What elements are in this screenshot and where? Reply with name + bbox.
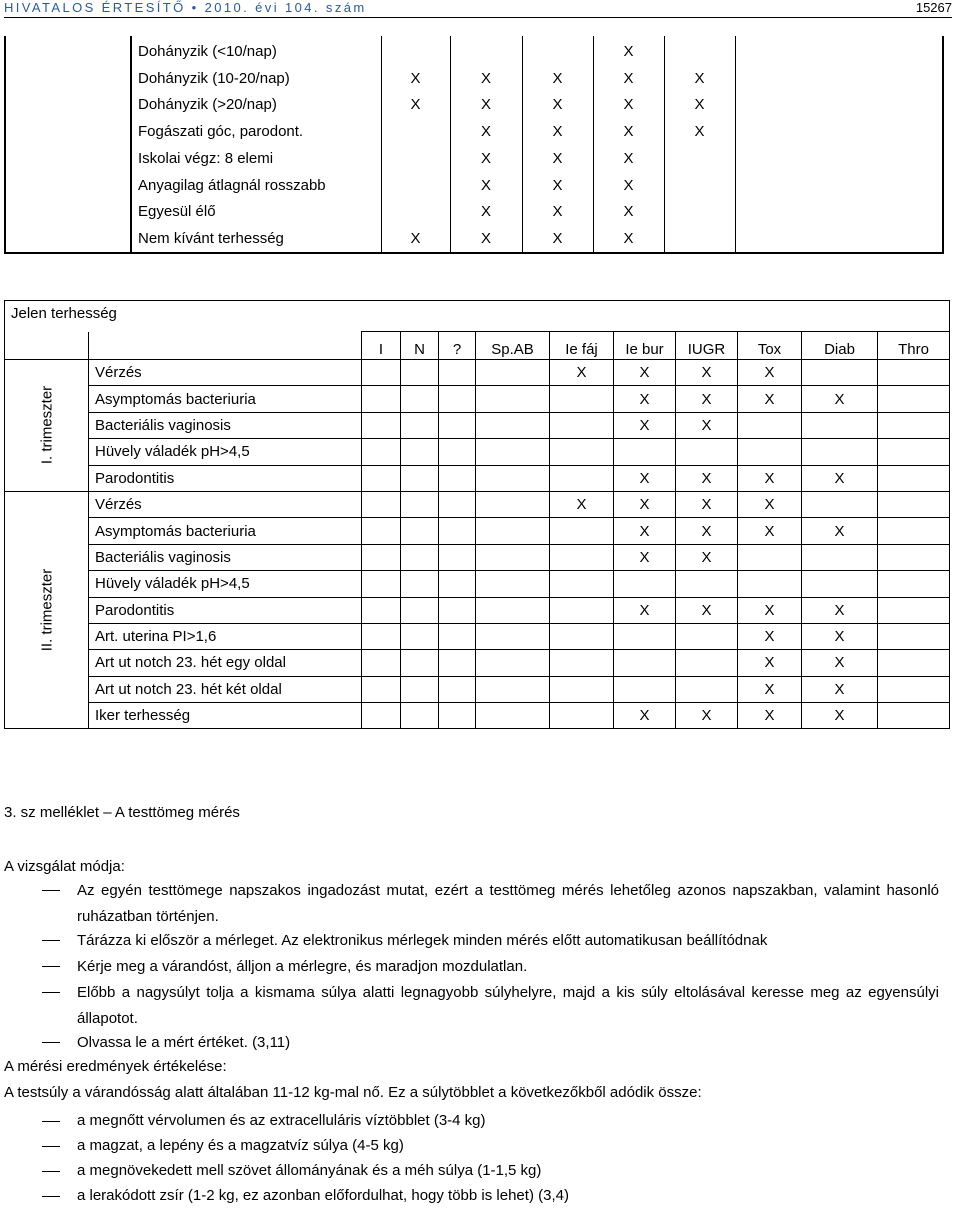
mark-cell bbox=[362, 491, 401, 517]
method-item: Kérje meg a várandóst, álljon a mérlegre, és maradjon mozdulatlan. bbox=[77, 958, 528, 975]
mark-cell bbox=[362, 465, 401, 491]
mark-cell: X bbox=[593, 118, 664, 145]
mark-cell: X bbox=[614, 386, 676, 412]
mark-cell bbox=[878, 703, 950, 729]
row-label: Fogászati góc, parodont. bbox=[131, 118, 381, 145]
mark-cell bbox=[401, 571, 439, 597]
mark-cell: X bbox=[738, 597, 802, 623]
mark-cell bbox=[878, 491, 950, 517]
mark-cell: X bbox=[593, 199, 664, 226]
mark-cell: X bbox=[522, 145, 593, 172]
table-row bbox=[5, 386, 950, 412]
empty-cell bbox=[735, 118, 943, 145]
mark-cell bbox=[802, 439, 878, 465]
mark-cell bbox=[614, 571, 676, 597]
mark-cell: X bbox=[802, 623, 878, 649]
row-label: Parodontitis bbox=[89, 597, 362, 623]
empty-cell bbox=[735, 225, 943, 253]
mark-cell: X bbox=[522, 92, 593, 119]
bullet-dash bbox=[42, 1171, 60, 1172]
bullet-dash bbox=[42, 1146, 60, 1147]
mark-cell bbox=[362, 703, 401, 729]
mark-cell: X bbox=[676, 597, 738, 623]
mark-cell bbox=[381, 172, 450, 199]
column-header: Ie bur bbox=[614, 332, 676, 360]
row-label: Dohányzik (>20/nap) bbox=[131, 92, 381, 119]
mark-cell bbox=[878, 544, 950, 570]
mark-cell: X bbox=[738, 386, 802, 412]
table-row bbox=[5, 36, 943, 65]
mark-cell bbox=[362, 571, 401, 597]
mark-cell bbox=[401, 676, 439, 702]
row-spacer bbox=[5, 225, 131, 253]
mark-cell bbox=[439, 518, 476, 544]
mark-cell bbox=[550, 465, 614, 491]
mark-cell bbox=[401, 360, 439, 386]
mark-cell bbox=[439, 491, 476, 517]
trimester-label-cell bbox=[5, 360, 89, 492]
mark-cell bbox=[401, 465, 439, 491]
column-header: I bbox=[362, 332, 401, 360]
mark-cell bbox=[439, 703, 476, 729]
mark-cell: X bbox=[593, 145, 664, 172]
mark-cell bbox=[878, 386, 950, 412]
mark-cell bbox=[439, 439, 476, 465]
row-label: Dohányzik (10-20/nap) bbox=[131, 65, 381, 92]
mark-cell bbox=[401, 703, 439, 729]
mark-cell: X bbox=[738, 360, 802, 386]
mark-cell: X bbox=[450, 199, 522, 226]
mark-cell bbox=[362, 650, 401, 676]
bullet-dash bbox=[42, 940, 60, 941]
method-item: Az egyén testtömege napszakos ingadozást mutat, ezért a testtömeg mérés lehetőleg azonos napszakban, valamint hasonló ruházatban történjen. bbox=[77, 882, 939, 925]
mark-cell bbox=[676, 439, 738, 465]
table-row bbox=[5, 145, 943, 172]
mark-cell: X bbox=[802, 518, 878, 544]
mark-cell: X bbox=[802, 676, 878, 702]
mark-cell: X bbox=[676, 518, 738, 544]
row-label: Vérzés bbox=[89, 491, 362, 517]
mark-cell: X bbox=[522, 65, 593, 92]
mark-cell: X bbox=[676, 544, 738, 570]
mark-cell bbox=[476, 676, 550, 702]
mark-cell bbox=[476, 518, 550, 544]
mark-cell bbox=[550, 439, 614, 465]
mark-cell: X bbox=[738, 676, 802, 702]
mark-cell bbox=[401, 518, 439, 544]
row-label: Art ut notch 23. hét két oldal bbox=[89, 676, 362, 702]
mark-cell: X bbox=[738, 623, 802, 649]
column-header: Thro bbox=[878, 332, 950, 360]
table-row bbox=[5, 623, 950, 649]
table-row bbox=[5, 676, 950, 702]
mark-cell bbox=[664, 199, 735, 226]
mark-cell: X bbox=[738, 465, 802, 491]
bullet-dash bbox=[42, 992, 60, 993]
mark-cell: X bbox=[522, 118, 593, 145]
table-row bbox=[5, 65, 943, 92]
mark-cell bbox=[439, 676, 476, 702]
mark-cell bbox=[878, 465, 950, 491]
mark-cell bbox=[676, 650, 738, 676]
page-header bbox=[4, 0, 952, 20]
mark-cell: X bbox=[450, 172, 522, 199]
mark-cell bbox=[738, 571, 802, 597]
mark-cell: X bbox=[593, 36, 664, 65]
mark-cell: X bbox=[450, 92, 522, 119]
mark-cell bbox=[878, 571, 950, 597]
mark-cell: X bbox=[614, 360, 676, 386]
mark-cell: X bbox=[522, 225, 593, 253]
mark-cell bbox=[439, 650, 476, 676]
mark-cell bbox=[450, 36, 522, 65]
mark-cell bbox=[476, 360, 550, 386]
mark-cell bbox=[476, 703, 550, 729]
mark-cell bbox=[802, 491, 878, 517]
mark-cell bbox=[664, 172, 735, 199]
mark-cell bbox=[401, 597, 439, 623]
mark-cell: X bbox=[676, 465, 738, 491]
mark-cell bbox=[802, 544, 878, 570]
journal-title: HIVATALOS ÉRTESÍTŐ • 2010. évi 104. szám bbox=[4, 0, 367, 15]
mark-cell: X bbox=[676, 491, 738, 517]
result-item: a megnövekedett mell szövet állományának és a méh súlya (1-1,5 kg) bbox=[77, 1162, 542, 1179]
mark-cell bbox=[401, 439, 439, 465]
mark-cell bbox=[738, 544, 802, 570]
mark-cell bbox=[381, 199, 450, 226]
mark-cell: X bbox=[738, 650, 802, 676]
mark-cell bbox=[476, 650, 550, 676]
table-row bbox=[5, 118, 943, 145]
mark-cell bbox=[362, 386, 401, 412]
mark-cell bbox=[550, 412, 614, 438]
mark-cell bbox=[878, 518, 950, 544]
mark-cell: X bbox=[738, 491, 802, 517]
mark-cell bbox=[401, 623, 439, 649]
mark-cell bbox=[401, 412, 439, 438]
table-row bbox=[5, 360, 950, 386]
mark-cell bbox=[362, 518, 401, 544]
mark-cell bbox=[664, 36, 735, 65]
mark-cell bbox=[878, 439, 950, 465]
bullet-dash bbox=[42, 1121, 60, 1122]
mark-cell bbox=[439, 571, 476, 597]
mark-cell: X bbox=[676, 386, 738, 412]
table-row bbox=[5, 518, 950, 544]
mark-cell bbox=[550, 703, 614, 729]
row-label: Art ut notch 23. hét egy oldal bbox=[89, 650, 362, 676]
results-intro: A testsúly a várandósság alatt általában 11-12 kg-mal nő. Ez a súlytöbblet a következőkből adódik össze: bbox=[4, 1084, 702, 1101]
mark-cell bbox=[381, 118, 450, 145]
method-item: Előbb a nagysúlyt tolja a kismama súlya alatti legnagyobb súlyhelyre, majd a kis súly eltolásával keresse meg az egyensúlyi állapotot. bbox=[77, 984, 939, 1027]
mark-cell: X bbox=[614, 544, 676, 570]
mark-cell bbox=[476, 465, 550, 491]
row-label: Parodontitis bbox=[89, 465, 362, 491]
mark-cell: X bbox=[614, 518, 676, 544]
mark-cell bbox=[802, 412, 878, 438]
row-label: Nem kívánt terhesség bbox=[131, 225, 381, 253]
result-item: a magzat, a lepény és a magzatvíz súlya (4-5 kg) bbox=[77, 1137, 404, 1154]
bullet-dash bbox=[42, 1042, 60, 1043]
mark-cell bbox=[439, 544, 476, 570]
row-label: Asymptomás bacteriuria bbox=[89, 518, 362, 544]
row-label: Vérzés bbox=[89, 360, 362, 386]
header-rule bbox=[4, 17, 952, 18]
mark-cell bbox=[476, 571, 550, 597]
mark-cell bbox=[439, 412, 476, 438]
mark-cell: X bbox=[381, 92, 450, 119]
column-header: ? bbox=[439, 332, 476, 360]
mark-cell bbox=[362, 597, 401, 623]
empty-cell bbox=[735, 92, 943, 119]
mark-cell bbox=[476, 597, 550, 623]
mark-cell bbox=[381, 145, 450, 172]
current-pregnancy-table bbox=[4, 300, 950, 729]
mark-cell bbox=[550, 544, 614, 570]
mark-cell bbox=[550, 623, 614, 649]
mark-cell: X bbox=[614, 465, 676, 491]
row-spacer bbox=[5, 36, 131, 65]
row-spacer bbox=[5, 118, 131, 145]
mark-cell: X bbox=[381, 225, 450, 253]
mark-cell: X bbox=[802, 465, 878, 491]
column-header: IUGR bbox=[676, 332, 738, 360]
mark-cell bbox=[362, 623, 401, 649]
mark-cell: X bbox=[550, 491, 614, 517]
mark-cell bbox=[362, 544, 401, 570]
mark-cell bbox=[676, 623, 738, 649]
mark-cell bbox=[401, 650, 439, 676]
table-title: Jelen terhesség bbox=[5, 301, 950, 332]
mark-cell: X bbox=[450, 145, 522, 172]
mark-cell: X bbox=[614, 491, 676, 517]
mark-cell: X bbox=[593, 65, 664, 92]
method-item: Tárázza ki először a mérleget. Az elektronikus mérlegek minden mérés előtt automatikusan beállítódnak bbox=[77, 932, 768, 949]
mark-cell: X bbox=[664, 92, 735, 119]
mark-cell: X bbox=[664, 65, 735, 92]
mark-cell bbox=[439, 597, 476, 623]
result-item: a megnőtt vérvolumen és az extracelluláris víztöbblet (3-4 kg) bbox=[77, 1112, 486, 1129]
method-heading: A vizsgálat módja: bbox=[4, 858, 125, 875]
bullet-dash bbox=[42, 890, 60, 891]
mark-cell bbox=[439, 623, 476, 649]
mark-cell bbox=[550, 386, 614, 412]
mark-cell bbox=[614, 623, 676, 649]
mark-cell: X bbox=[802, 386, 878, 412]
empty-cell bbox=[5, 332, 89, 360]
mark-cell bbox=[550, 650, 614, 676]
column-header: Diab bbox=[802, 332, 878, 360]
mark-cell bbox=[476, 544, 550, 570]
mark-cell bbox=[362, 439, 401, 465]
mark-cell bbox=[878, 676, 950, 702]
row-spacer bbox=[5, 92, 131, 119]
mark-cell bbox=[878, 650, 950, 676]
table-row bbox=[5, 597, 950, 623]
mark-cell: X bbox=[614, 597, 676, 623]
result-item: a lerakódott zsír (1-2 kg, ez azonban előfordulhat, hogy több is lehet) (3,4) bbox=[77, 1187, 569, 1204]
table-row bbox=[5, 465, 950, 491]
table-row bbox=[5, 92, 943, 119]
table-title-row bbox=[5, 301, 950, 332]
mark-cell bbox=[676, 571, 738, 597]
row-label: Hüvely váladék pH>4,5 bbox=[89, 439, 362, 465]
mark-cell: X bbox=[802, 703, 878, 729]
mark-cell: X bbox=[450, 225, 522, 253]
mark-cell bbox=[439, 465, 476, 491]
row-label: Dohányzik (<10/nap) bbox=[131, 36, 381, 65]
mark-cell: X bbox=[676, 412, 738, 438]
empty-cell bbox=[735, 172, 943, 199]
table-row bbox=[5, 225, 943, 253]
mark-cell: X bbox=[450, 65, 522, 92]
row-label: Bacteriális vaginosis bbox=[89, 412, 362, 438]
column-header: Ie fáj bbox=[550, 332, 614, 360]
table-row bbox=[5, 439, 950, 465]
mark-cell: X bbox=[550, 360, 614, 386]
results-heading: A mérési eredmények értékelése: bbox=[4, 1058, 227, 1075]
trimester-label: II. trimeszter bbox=[38, 568, 55, 652]
mark-cell bbox=[738, 412, 802, 438]
table-row bbox=[5, 650, 950, 676]
mark-cell bbox=[878, 597, 950, 623]
mark-cell bbox=[439, 360, 476, 386]
mark-cell: X bbox=[593, 172, 664, 199]
mark-cell: X bbox=[522, 172, 593, 199]
row-spacer bbox=[5, 65, 131, 92]
empty-cell bbox=[735, 65, 943, 92]
row-label: Iskolai végz: 8 elemi bbox=[131, 145, 381, 172]
mark-cell bbox=[664, 225, 735, 253]
row-spacer bbox=[5, 145, 131, 172]
risk-factor-table bbox=[4, 36, 944, 254]
row-label: Bacteriális vaginosis bbox=[89, 544, 362, 570]
mark-cell bbox=[664, 145, 735, 172]
header-row bbox=[5, 332, 950, 360]
row-label: Hüvely váladék pH>4,5 bbox=[89, 571, 362, 597]
mark-cell: X bbox=[593, 92, 664, 119]
column-header: Tox bbox=[738, 332, 802, 360]
appendix-title: 3. sz melléklet – A testtömeg mérés bbox=[4, 804, 240, 821]
empty-cell bbox=[735, 145, 943, 172]
column-header: Sp.AB bbox=[476, 332, 550, 360]
mark-cell bbox=[476, 412, 550, 438]
mark-cell bbox=[401, 544, 439, 570]
mark-cell bbox=[476, 439, 550, 465]
mark-cell: X bbox=[738, 518, 802, 544]
bullet-dash bbox=[42, 966, 60, 967]
mark-cell bbox=[550, 597, 614, 623]
mark-cell bbox=[802, 360, 878, 386]
mark-cell: X bbox=[738, 703, 802, 729]
table-row bbox=[5, 491, 950, 517]
mark-cell: X bbox=[593, 225, 664, 253]
empty-cell bbox=[735, 36, 943, 65]
row-spacer bbox=[5, 172, 131, 199]
mark-cell: X bbox=[802, 597, 878, 623]
table-row bbox=[5, 199, 943, 226]
mark-cell bbox=[550, 676, 614, 702]
mark-cell bbox=[381, 36, 450, 65]
row-spacer bbox=[5, 199, 131, 226]
trimester-label-cell bbox=[5, 491, 89, 729]
mark-cell bbox=[614, 676, 676, 702]
mark-cell: X bbox=[614, 703, 676, 729]
mark-cell: X bbox=[614, 412, 676, 438]
row-label: Art. uterina PI>1,6 bbox=[89, 623, 362, 649]
row-label: Asymptomás bacteriuria bbox=[89, 386, 362, 412]
mark-cell bbox=[362, 676, 401, 702]
mark-cell bbox=[878, 623, 950, 649]
mark-cell: X bbox=[522, 199, 593, 226]
mark-cell bbox=[614, 650, 676, 676]
column-header: N bbox=[401, 332, 439, 360]
mark-cell bbox=[362, 412, 401, 438]
mark-cell bbox=[738, 439, 802, 465]
mark-cell: X bbox=[676, 703, 738, 729]
mark-cell: X bbox=[676, 360, 738, 386]
mark-cell bbox=[878, 360, 950, 386]
mark-cell bbox=[676, 676, 738, 702]
row-label: Egyesül élő bbox=[131, 199, 381, 226]
mark-cell bbox=[401, 386, 439, 412]
empty-cell bbox=[735, 199, 943, 226]
mark-cell: X bbox=[802, 650, 878, 676]
mark-cell bbox=[476, 491, 550, 517]
table-row bbox=[5, 571, 950, 597]
page-number: 15267 bbox=[915, 0, 952, 15]
mark-cell bbox=[476, 386, 550, 412]
mark-cell: X bbox=[664, 118, 735, 145]
mark-cell bbox=[401, 491, 439, 517]
bullet-dash bbox=[42, 1196, 60, 1197]
table-row bbox=[5, 172, 943, 199]
row-label: Iker terhesség bbox=[89, 703, 362, 729]
mark-cell bbox=[550, 571, 614, 597]
mark-cell bbox=[614, 439, 676, 465]
trimester-label: I. trimeszter bbox=[38, 386, 55, 465]
mark-cell bbox=[802, 571, 878, 597]
mark-cell bbox=[550, 518, 614, 544]
table-row bbox=[5, 412, 950, 438]
mark-cell: X bbox=[450, 118, 522, 145]
mark-cell bbox=[476, 623, 550, 649]
table-row bbox=[5, 703, 950, 729]
row-label: Anyagilag átlagnál rosszabb bbox=[131, 172, 381, 199]
mark-cell bbox=[362, 360, 401, 386]
mark-cell bbox=[439, 386, 476, 412]
mark-cell bbox=[878, 412, 950, 438]
table-row bbox=[5, 544, 950, 570]
mark-cell bbox=[522, 36, 593, 65]
mark-cell: X bbox=[381, 65, 450, 92]
method-item: Olvassa le a mért értéket. (3,11) bbox=[77, 1034, 291, 1051]
empty-cell bbox=[89, 332, 362, 360]
